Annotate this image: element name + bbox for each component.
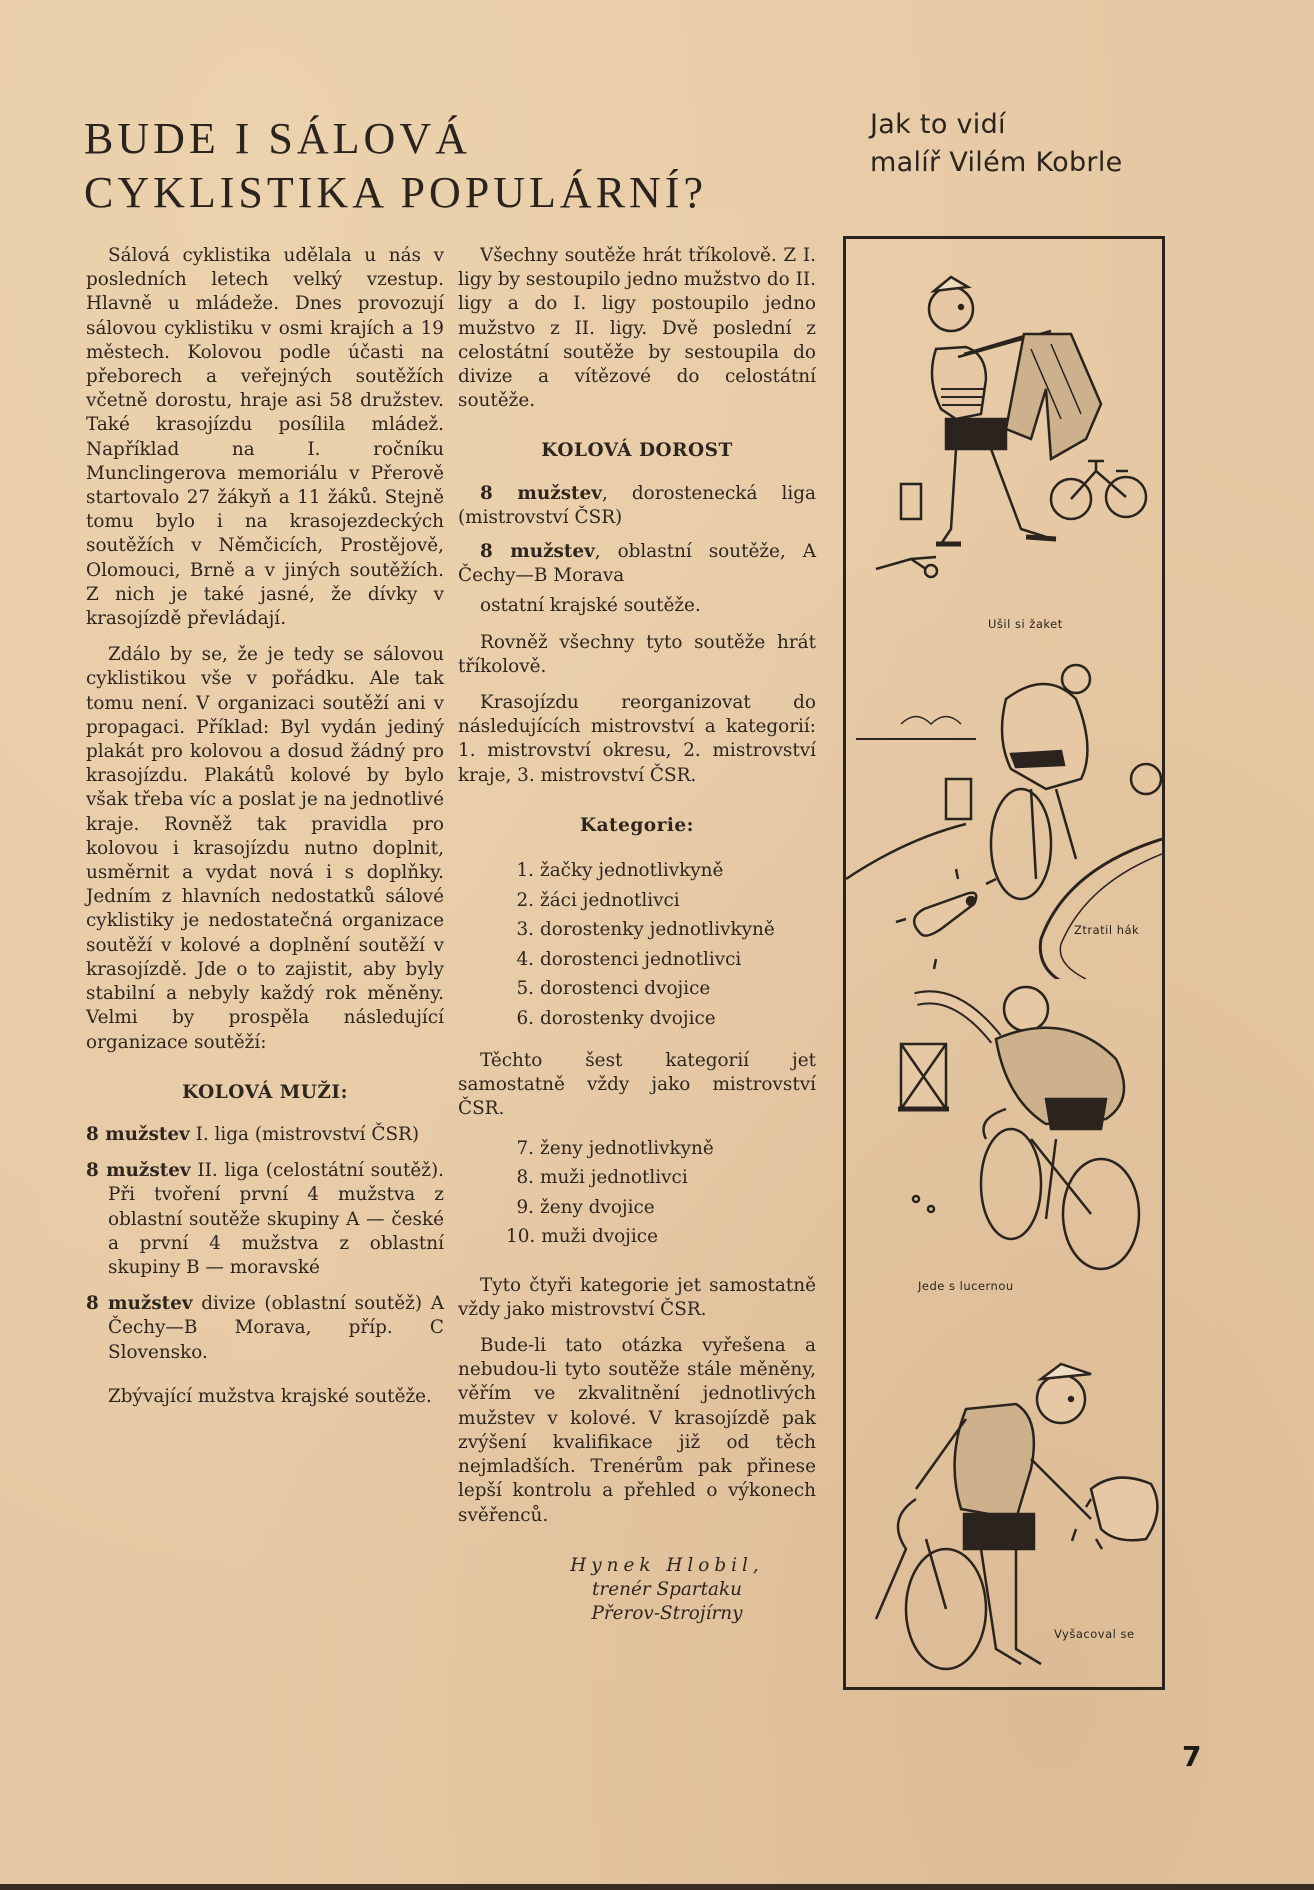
category-label: ženy jednotlivkyně [540, 1137, 714, 1159]
category-label: dorostenci dvojice [540, 978, 711, 1000]
article-title [84, 112, 844, 220]
author-name: Hynek Hlobil, [570, 1554, 764, 1576]
league-entry [86, 1159, 444, 1280]
section-heading-kolova-muzi: KOLOVÁ MUŽI: [182, 1081, 348, 1103]
entry-count: 8 mužstev [86, 1160, 191, 1182]
cartoon-caption: Ušil si žaket [988, 617, 1063, 631]
category-number: 8. [516, 1167, 534, 1189]
league-entry [86, 1123, 444, 1147]
cartoon-caption: Vyšacoval se [1054, 1627, 1135, 1641]
cartoon-caption: Ztratil hák [1074, 923, 1140, 937]
category-item [506, 1193, 816, 1223]
category-number: 7. [516, 1137, 534, 1159]
league-entry [458, 540, 816, 588]
entry-count: 8 mužstev [86, 1293, 193, 1315]
entry-text: II. liga (celostátní soutěž). Při tvoření první 4 mužstva z oblastní soutěže skupiny A — české a první 4 mužstva z oblastní skupiny B — moravské [108, 1160, 444, 1278]
paragraph: Rovněž všechny tyto soutěže hrát tříkolově. [458, 631, 816, 677]
category-item [506, 1004, 816, 1034]
entry-text: divize (oblastní soutěž) A Čechy—B Morava, příp. C Slovensko. [108, 1293, 445, 1363]
category-label: muži dvojice [541, 1226, 658, 1248]
category-number: 4. [516, 948, 534, 970]
category-number: 5. [516, 978, 534, 1000]
paragraph-other: ostatní krajské soutěže. [480, 595, 701, 617]
category-number: 10. [506, 1226, 536, 1248]
paragraph: Zdálo by se, že je tedy se sálovou cyklistikou vše v pořádku. Ale tak tomu není. V organizaci soutěží ani v propagaci. Příklad: Byl vydán jediný plakát pro kolovou a dosud žádný pro krasojízdu. Plakátů kolové by bylo však třeba víc a poslat je na jednotlivé kraje. Rovněž tak pravidla pro kolovou i krasojízdu nutno doplnit, usměrnit a vydat nová i s doplňky. Jedním z hlavních nedostatků sálové cyklistiky je nedostatečná organizace soutěží v kolové a doplnění soutěží v krasojízdě. Jde o to zajistit, aby byly stabilní a nebyly každý rok měněny. Velmi by prospěla následující organizace soutěží: [86, 644, 444, 1053]
paragraph-closing: Zbývající mužstva krajské soutěže. [108, 1385, 432, 1407]
category-list-a [458, 856, 816, 1033]
page-edge [0, 1884, 1314, 1890]
category-number: 3. [516, 919, 534, 941]
category-number: 1. [516, 860, 534, 882]
author-role: trenér Spartaku [592, 1578, 742, 1600]
title-line-2: CYKLISTIKA POPULÁRNÍ? [84, 168, 707, 217]
category-label: žačky jednotlivkyně [540, 860, 724, 882]
category-item [506, 974, 816, 1004]
cartoon-panel [846, 979, 1162, 1319]
title-line-1: BUDE I SÁLOVÁ [84, 114, 471, 163]
category-item [506, 915, 816, 945]
article-column-2 [458, 244, 816, 1626]
category-label: žáci jednotlivci [540, 889, 680, 911]
category-label: dorostenky dvojice [540, 1007, 716, 1029]
paragraph: Bude-li tato otázka vyřešena a nebudou-li tyto soutěže stále měněny, věřím ve zkvalitnění jednotlivých mužstev v kolové. V krasojízdě pak zvýšení kvalifikace již od těch nejmladších. Trenérům pak přinese lepší kontrolu a přehled o výkonech svěřenců. [458, 1335, 816, 1526]
paragraph: Sálová cyklistika udělala u nás v posledních letech velký vzestup. Hlavně u mládeže. Dnes provozují sálovou cyklistiku v osmi krajích a 19 městech. Kolovou podle účasti na přeborech a veřejných soutěžích včetně dorostu, hraje asi 58 družstev. Také krasojízdu posílila mládež. Například na I. ročníku Munclingerova memoriálu v Přerově startovalo 27 žákyň a 11 žáků. Stejně tomu bylo i na krasojezdeckých soutěžích v Němčicích, Prostějově, Olomouci, Brně a v jiných soutěžích. Z nich je také jasné, že dívky v krasojízdě převládají. [86, 245, 444, 630]
entry-text: I. liga (mistrovství ČSR) [189, 1123, 420, 1145]
category-item [506, 886, 816, 916]
category-item [506, 1163, 816, 1193]
paragraph: Těchto šest kategorií jet samostatně vždy jako mistrovství ČSR. [458, 1050, 816, 1120]
cartoon-panel [846, 1319, 1162, 1693]
category-number: 6. [516, 1007, 534, 1029]
category-label: dorostenky jednotlivkyně [540, 919, 775, 941]
category-label: ženy dvojice [540, 1196, 655, 1218]
category-item [506, 1222, 816, 1252]
league-entry [458, 482, 816, 530]
section-heading-kategorie: Kategorie: [579, 814, 695, 836]
category-number: 9. [516, 1196, 534, 1218]
entry-count: 8 mužstev [86, 1123, 190, 1145]
tailor-cyclist-illustration-icon [846, 239, 1162, 639]
lantern-cyclist-illustration-icon [846, 979, 1162, 1319]
paragraph-intro: Všechny soutěže hrát tříkolově. Z I. ligy by sestoupilo jedno mužstvo do II. ligy a do I. ligy postoupilo jedno mužstvo z II. ligy. Dvě poslední z celostátní soutěže by sestoupila do divize a vítězové do celostátní soutěže. [458, 245, 816, 412]
paragraph: Tyto čtyři kategorie jet samostatně vždy jako mistrovství ČSR. [458, 1274, 816, 1320]
illustration-credit [870, 106, 1190, 182]
page-number: 7 [1182, 1740, 1202, 1773]
author-club: Přerov-Strojírny [591, 1602, 743, 1624]
category-list-b [458, 1134, 816, 1252]
entry-count: 8 mužstev [480, 541, 595, 563]
entry-count: 8 mužstev [480, 482, 602, 504]
category-label: muži jednotlivci [540, 1167, 688, 1189]
author-signature [458, 1554, 816, 1626]
category-item [506, 945, 816, 975]
category-label: dorostenci jednotlivci [540, 948, 742, 970]
category-number: 2. [516, 889, 534, 911]
section-heading-kolova-dorost: KOLOVÁ DOROST [541, 440, 733, 462]
article-column-1 [86, 244, 444, 1421]
credit-line-1: Jak to vidí [870, 109, 1006, 140]
league-entry [86, 1292, 444, 1365]
cartoon-panel [846, 239, 1162, 639]
entry-text: , dorostenecká liga (mistrovství ČSR) [458, 482, 816, 528]
credit-line-2: malíř Vilém Kobrle [870, 147, 1123, 178]
category-item [506, 1134, 816, 1164]
category-item [506, 856, 816, 886]
cartoon-panel [846, 639, 1162, 979]
entry-text: , oblastní soutěže, A Čechy—B Morava [458, 541, 816, 587]
paragraph: Krasojízdu reorganizovat do následujících mistrovství a kategorií: 1. mistrovství okresu, 2. mistrovství kraje, 3. mistrovství ČSR. [458, 692, 816, 786]
cartoon-caption: Jede s lucernou [918, 1279, 1014, 1293]
cartoon-strip [843, 236, 1165, 1690]
